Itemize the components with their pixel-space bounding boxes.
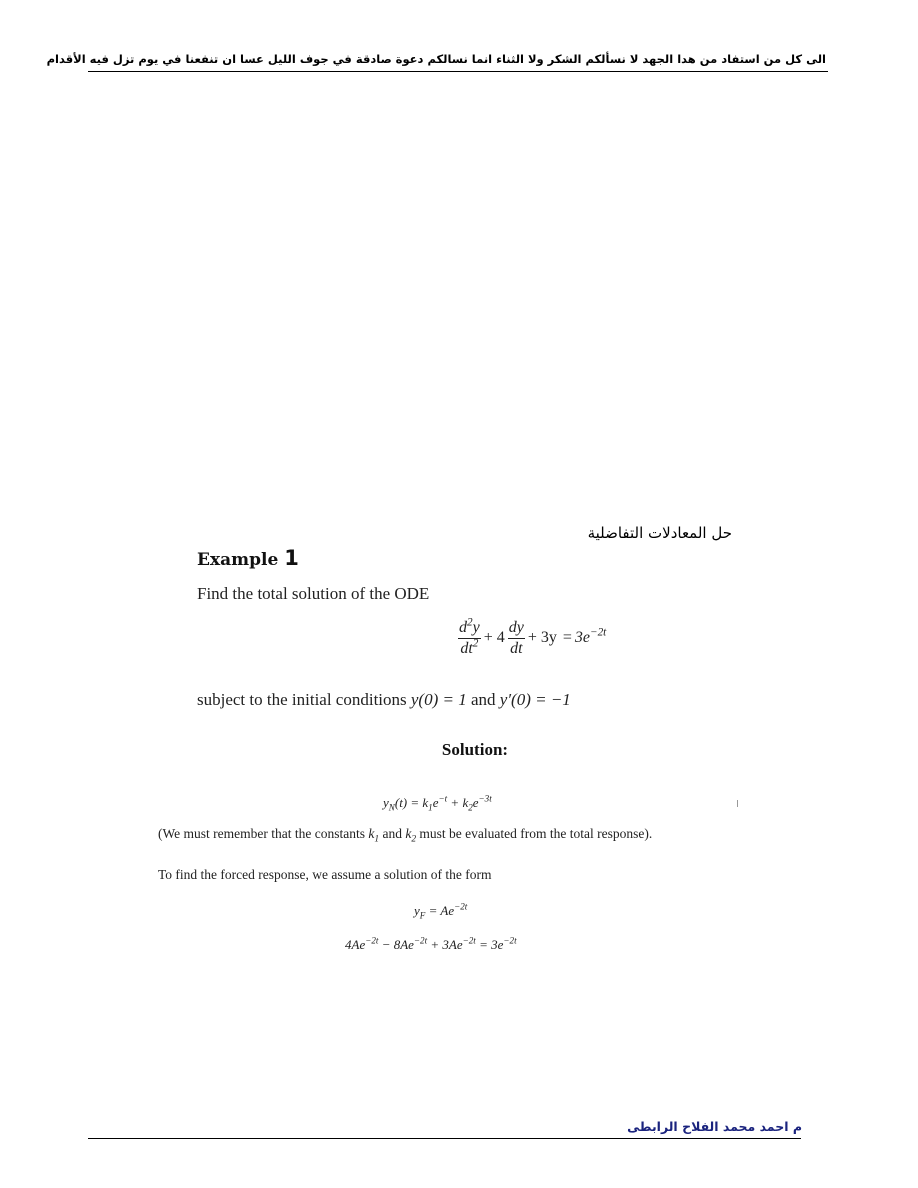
- arabic-section-title: حل المعادلات التفاضلية: [587, 524, 732, 542]
- first-derivative-fraction: $\frac{dy}{dt}$: [508, 619, 524, 657]
- initial-condition-yprime: y′(0) = −1: [499, 690, 571, 709]
- example-word: Example: [197, 550, 279, 570]
- solution-heading: Solution:: [441, 740, 509, 759]
- ode-equation: [458, 618, 606, 659]
- example-heading: [197, 546, 299, 570]
- substitution-equation: $4Ae^{-2t} - 8Ae^{-2t} + 3Ae^{-2t} = 3e^{-2t}$: [345, 935, 517, 952]
- constants-note: (We must remember that the constants $k_1$ and $k_2$ must be evaluated from the total response).: [158, 826, 653, 845]
- scan-artifact-mark: [737, 800, 738, 807]
- forced-response-form: $y_F = Ae^{-2t}$: [414, 901, 468, 921]
- example-number: 1: [284, 546, 299, 570]
- forced-response-intro: To find the forced response, we assume a solution of the form: [158, 867, 492, 882]
- natural-response-equation: $y_N(t) = k_1e^{-t} + k_2e^{-3t}$: [383, 793, 492, 813]
- initial-condition-y: y(0) = 1: [410, 690, 467, 709]
- page-header-text: الى كل من استفاد من هدا الجهد لا نسألكم الشكر ولا الثناء انما نسالكم دعوة صادقة في جوف الليل عسا ان تنفعنا في يوم تزل فيه الأقدام: [46, 52, 826, 66]
- header-divider: [88, 71, 828, 72]
- ode-equals: =: [562, 629, 572, 647]
- second-derivative-fraction: $\frac{d^2y}{dt^2}$: [459, 616, 480, 657]
- initial-conditions: subject to the initial conditions y(0) = 1 and y′(0) = −1: [197, 690, 571, 709]
- author-signature: م احمد محمد الفلاح الرابطى: [627, 1119, 802, 1134]
- ode-rhs: $3e^{-2t}$: [574, 626, 607, 647]
- footer-divider: [88, 1138, 801, 1139]
- ode-term-4: + 4: [483, 629, 505, 647]
- ode-term-3y: + 3y: [527, 629, 557, 647]
- problem-statement: Find the total solution of the ODE: [197, 584, 430, 603]
